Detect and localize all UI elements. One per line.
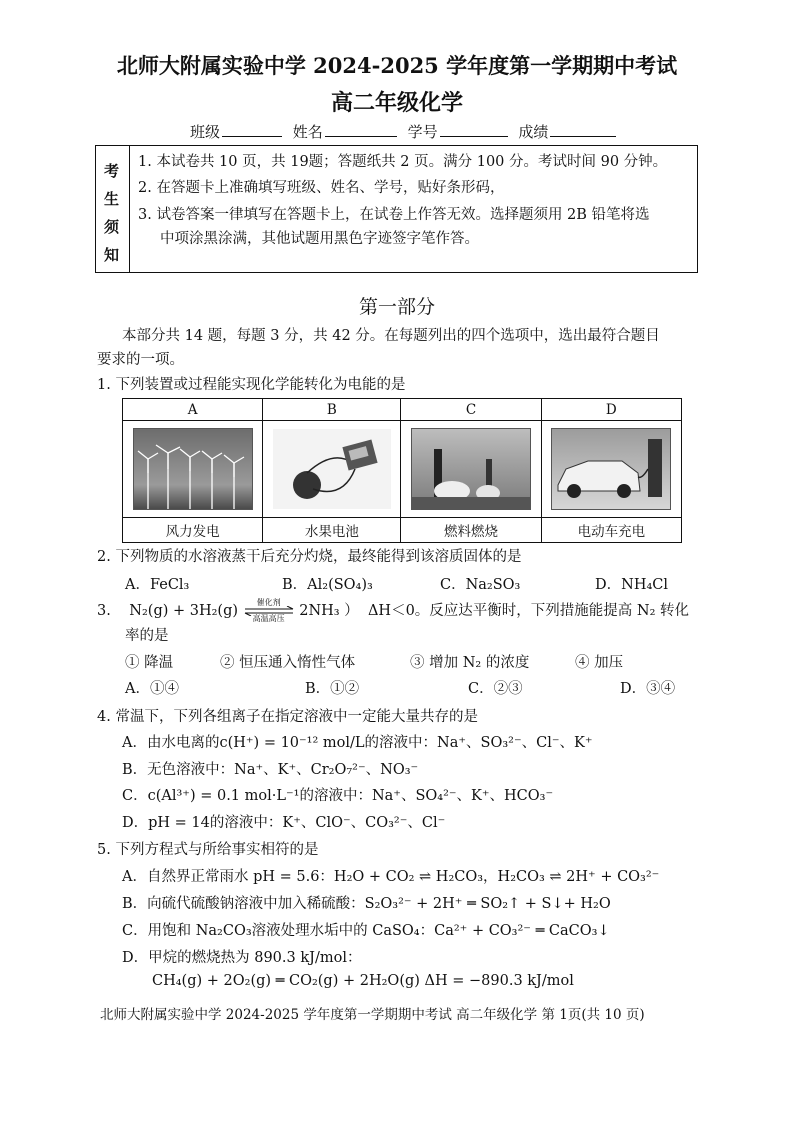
question-3-number: 3. xyxy=(97,603,111,619)
option-b-caption: 水果电池 xyxy=(263,518,401,543)
field-id-label: 学号 xyxy=(407,123,438,141)
question-3-option-d[interactable]: D．③④ xyxy=(620,681,676,697)
question-3-option-a[interactable]: A．①④ xyxy=(125,681,179,697)
question-2-stem: 2. 下列物质的水溶液蒸干后充分灼烧，最终能得到该溶质固体的是 xyxy=(97,549,522,565)
question-5-option-a[interactable]: A．自然界正常雨水 pH = 5.6：H₂O + CO₂ ⇌ H₂CO₃，H₂CO₃ ⇌ 2H⁺ + CO₃²⁻ xyxy=(122,869,660,885)
notice-line: 1. 本试卷共 10 页，共 19题；答题纸共 2 页。满分 100 分。考试时间 90 分钟。 xyxy=(138,154,668,170)
wind-turbine-photo xyxy=(133,428,253,510)
notice-char: 考 xyxy=(104,162,120,180)
arrow-condition-bottom: 高温高压 xyxy=(252,614,285,623)
question-2-option-c[interactable]: C．Na₂SO₃ xyxy=(440,577,521,593)
field-id-blank[interactable] xyxy=(440,122,508,137)
exam-notice-box xyxy=(95,145,698,273)
ev-charging-photo xyxy=(551,428,671,510)
notice-char: 须 xyxy=(104,218,120,236)
question-5-option-c[interactable]: C．用饱和 Na₂CO₃溶液处理水垢中的 CaSO₄：Ca²⁺ + CO₃²⁻ ═ CaCO₃↓ xyxy=(122,923,610,939)
question-3-products: 2NH₃ ） xyxy=(299,603,359,619)
question-5-equation: CH₄(g) + 2O₂(g) ═ CO₂(g) + 2H₂O(g) ΔH = −890.3 kJ/mol xyxy=(152,973,574,989)
notice-line: 3. 试卷答案一律填写在答题卡上，在试卷上作答无效。选择题须用 2B 铅笔将选 xyxy=(138,207,650,223)
field-class-blank[interactable] xyxy=(222,122,282,137)
question-3-measure-3: ③ 增加 N₂ 的浓度 xyxy=(410,655,530,671)
equilibrium-arrow-icon xyxy=(243,598,295,623)
field-class-label: 班级 xyxy=(190,123,221,141)
exam-subtitle: 高二年级化学 xyxy=(330,90,463,116)
question-4-option-b[interactable]: B．无色溶液中：Na⁺、K⁺、Cr₂O₇²⁻、NO₃⁻ xyxy=(122,762,419,778)
question-2-option-a[interactable]: A．FeCl₃ xyxy=(125,577,190,593)
field-score-label: 成绩 xyxy=(518,123,549,141)
notice-side-label xyxy=(96,146,130,272)
question-5-stem: 5. 下列方程式与所给事实相符的是 xyxy=(97,842,319,858)
part-title: 第一部分 xyxy=(358,296,435,318)
part-intro: 本部分共 14 题，每题 3 分，共 42 分。在每题列出的四个选项中，选出最符合题目 xyxy=(122,328,660,344)
option-d-header[interactable]: D xyxy=(541,399,681,421)
option-b-header[interactable]: B xyxy=(263,399,401,421)
question-3-reactants: N₂(g) + 3H₂(g) xyxy=(129,603,239,619)
option-d-caption: 电动车充电 xyxy=(541,518,681,543)
question-5-option-b[interactable]: B．向硫代硫酸钠溶液中加入稀硫酸：S₂O₃²⁻ + 2H⁺ ═ SO₂↑ + S↓+ H₂O xyxy=(122,896,611,912)
question-3-stem xyxy=(97,599,689,621)
field-name-blank[interactable] xyxy=(325,122,397,137)
question-3-measure-2: ② 恒压通入惰性气体 xyxy=(220,655,356,671)
question-2-option-d[interactable]: D．NH₄Cl xyxy=(595,577,669,593)
field-name-label: 姓名 xyxy=(292,123,323,141)
arrow-condition-top: 催化剂 xyxy=(256,598,281,607)
exam-title: 北师大附属实验中学 2024-2025 学年度第一学期期中考试 xyxy=(116,53,678,78)
fuel-combustion-photo xyxy=(411,428,531,510)
question-3-measure-1: ① 降温 xyxy=(125,655,174,671)
question-4-stem: 4. 常温下，下列各组离子在指定溶液中一定能大量共存的是 xyxy=(97,709,478,725)
question-5-option-d[interactable]: D．甲烷的燃烧热为 890.3 kJ/mol： xyxy=(122,950,362,966)
notice-char: 生 xyxy=(104,190,120,208)
option-c-caption: 燃料燃烧 xyxy=(401,518,541,543)
question-1-options-table xyxy=(122,398,682,543)
notice-line: 2. 在答题卡上准确填写班级、姓名、学号，贴好条形码， xyxy=(138,180,505,196)
notice-line: 中项涂黑涂满，其他试题用黑色字迹签字笔作答。 xyxy=(160,231,479,247)
question-2-option-b[interactable]: B．Al₂(SO₄)₃ xyxy=(282,577,373,593)
option-c-header[interactable]: C xyxy=(401,399,541,421)
fruit-battery-photo xyxy=(273,429,391,509)
question-4-option-c[interactable]: C．c(Al³⁺) = 0.1 mol·L⁻¹的溶液中：Na⁺、SO₄²⁻、K⁺、HCO₃⁻ xyxy=(122,788,554,804)
field-score-blank[interactable] xyxy=(550,122,616,137)
question-3-option-b[interactable]: B．①② xyxy=(305,681,360,697)
question-3-stem-cont: 率的是 xyxy=(125,628,169,644)
question-3-option-c[interactable]: C．②③ xyxy=(468,681,523,697)
question-3-measure-4: ④ 加压 xyxy=(575,655,624,671)
option-a-header[interactable]: A xyxy=(123,399,263,421)
question-4-option-d[interactable]: D．pH = 14的溶液中：K⁺、ClO⁻、CO₃²⁻、Cl⁻ xyxy=(122,815,446,831)
page-footer: 北师大附属实验中学 2024-2025 学年度第一学期期中考试 高二年级化学 第 1页(共 10 页) xyxy=(100,1007,645,1023)
part-intro-cont: 要求的一项。 xyxy=(97,352,184,368)
option-a-caption: 风力发电 xyxy=(123,518,263,543)
question-3-rest: ΔH＜0。反应达平衡时，下列措施能提高 N₂ 转化 xyxy=(367,603,690,619)
question-1-stem: 1. 下列装置或过程能实现化学能转化为电能的是 xyxy=(97,377,406,393)
notice-char: 知 xyxy=(104,246,120,264)
student-info-fields xyxy=(190,121,622,142)
question-4-option-a[interactable]: A．由水电离的c(H⁺) = 10⁻¹² mol/L的溶液中：Na⁺、SO₃²⁻、Cl⁻、K⁺ xyxy=(122,735,593,751)
